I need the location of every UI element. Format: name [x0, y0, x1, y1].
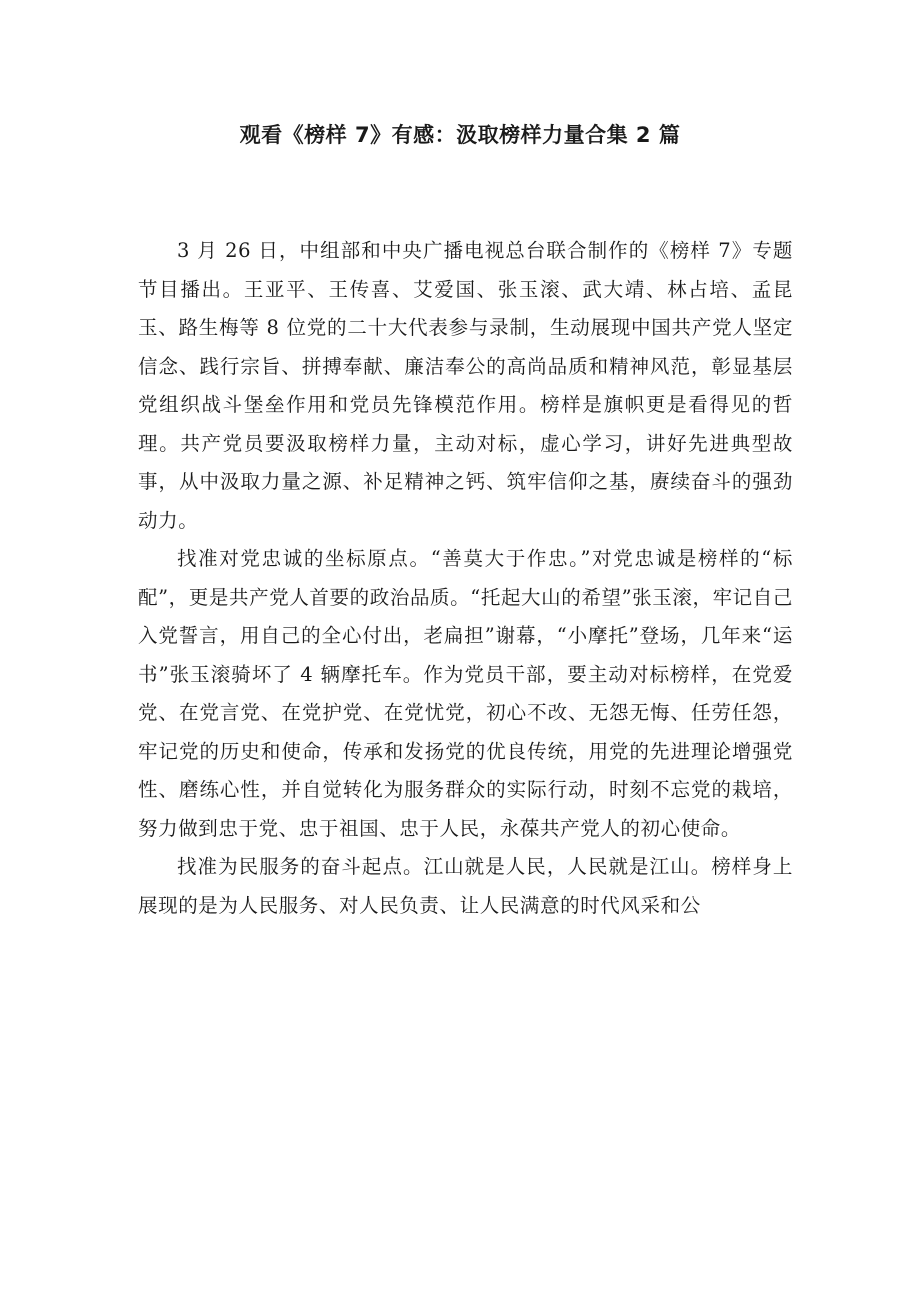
- paragraph: 找准为民服务的奋斗起点。江山就是人民，人民就是江山。榜样身上展现的是为人民服务、对人民负责、让人民满意的时代风采和公: [138, 855, 793, 917]
- paragraph: 3 月 26 日，中组部和中央广播电视总台联合制作的《榜样 7》专题节目播出。王亚平、王传喜、艾爱国、张玉滚、武大靖、林占培、孟昆玉、路生梅等 8 位党的二十大代表参与录制，生动展现中国共产党人坚定信念、践行宗旨、拼搏奉献、廉洁奉公的高尚品质和精神风范，彰显基层党组织战斗堡垒作用和党员先锋模范作用。榜样是旗帜更是看得见的哲理。共产党员要汲取榜样力量，主动对标，虚心学习，讲好先进典型故事，从中汲取力量之源、补足精神之钙、筑牢信仰之基，赓续奋斗的强劲动力。: [138, 239, 793, 532]
- document-body: [138, 232, 793, 925]
- paragraph: 找准对党忠诚的坐标原点。“善莫大于作忠。”对党忠诚是榜样的“标配”，更是共产党人首要的政治品质。“托起大山的希望”张玉滚，牢记自己入党誓言，用自己的全心付出，老扁担”谢幕，“小摩托”登场，几年来“运书”张玉滚骑坏了 4 辆摩托车。作为党员干部，要主动对标榜样，在党爱党、在党言党、在党护党、在党忧党，初心不改、无怨无悔、任劳任怨，牢记党的历史和使命，传承和发扬党的优良传统，用党的先进理论增强党性、磨练心性，并自觉转化为服务群众的实际行动，时刻不忘党的栽培，努力做到忠于党、忠于祖国、忠于人民，永葆共产党人的初心使命。: [138, 547, 793, 840]
- document-title: 观看《榜样 7》有感：汲取榜样力量合集 2 篇: [239, 123, 681, 147]
